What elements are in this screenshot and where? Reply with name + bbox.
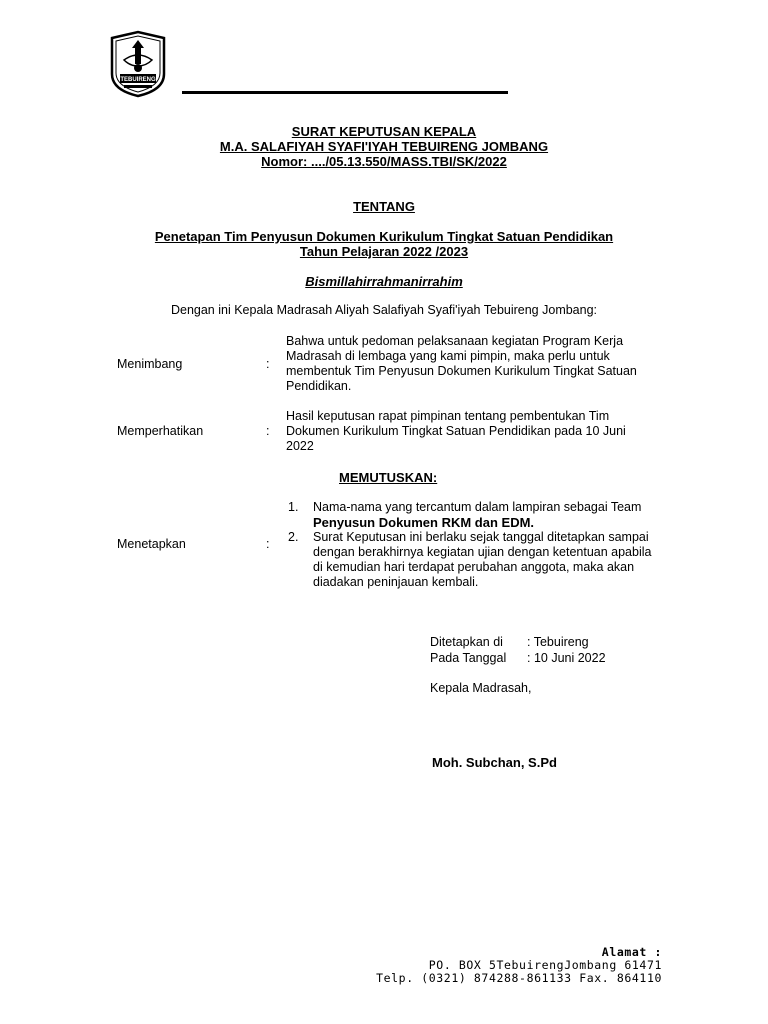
decision-text-bold: Penyusun Dokumen RKM dan EDM.: [313, 515, 535, 530]
header-rule: [182, 91, 508, 94]
menimbang-line: Bahwa untuk pedoman pelaksanaan kegiatan Program Kerja: [286, 334, 624, 348]
intro-text: Dengan ini Kepala Madrasah Aliyah Salafiyah Syafi'iyah Tebuireng Jombang:: [170, 303, 598, 317]
decision-text: diadakan peninjauan kembali.: [313, 575, 479, 589]
menimbang-line: Madrasah di lembaga yang kami pimpin, maka perlu untuk: [286, 349, 610, 363]
decision-number: 2.: [288, 530, 299, 544]
memperhatikan-line: 2022: [286, 439, 314, 453]
place-value: : Tebuireng: [527, 635, 589, 649]
footer-address: PO. BOX 5TebuirengJombang 61471: [428, 958, 662, 972]
menimbang-colon: :: [266, 357, 270, 371]
signatory-name: Moh. Subchan, S.Pd: [432, 755, 557, 770]
heading-school: M.A. SALAFIYAH SYAFI'IYAH TEBUIRENG JOMBANG: [219, 139, 549, 154]
footer-contact: Telp. (0321) 874288-861133 Fax. 864110: [376, 971, 662, 985]
menimbang-line: Pendidikan.: [286, 379, 352, 393]
memperhatikan-line: Hasil keputusan rapat pimpinan tentang pembentukan Tim: [286, 409, 610, 423]
memperhatikan-label: Memperhatikan: [117, 424, 204, 438]
decision-list: [288, 500, 668, 590]
memperhatikan-colon: :: [266, 424, 270, 438]
heading-title: SURAT KEPUTUSAN KEPALA: [291, 124, 477, 139]
heading-number: Nomor: ..../05.13.550/MASS.TBI/SK/2022: [261, 154, 507, 169]
decision-text: Surat Keputusan ini berlaku sejak tanggal ditetapkan sampai: [313, 530, 649, 544]
subject-line1: Penetapan Tim Penyusun Dokumen Kurikulum Tingkat Satuan Pendidikan: [154, 229, 614, 244]
memperhatikan-line: Dokumen Kurikulum Tingkat Satuan Pendidikan pada 10 Juni: [286, 424, 626, 438]
menetapkan-label: Menetapkan: [117, 537, 186, 551]
memperhatikan-text: [286, 409, 666, 454]
decision-item: [288, 530, 668, 590]
basmalah: Bismillahirrahmanirrahim: [305, 274, 463, 289]
place-label: Ditetapkan di: [430, 635, 503, 649]
menimbang-text: [286, 334, 666, 394]
decision-item: [288, 500, 668, 530]
decision-text: dengan berakhirnya kegiatan ujian dengan ketentuan apabila: [313, 545, 652, 559]
date-label: Pada Tanggal: [430, 651, 507, 665]
tentang-heading: TENTANG: [353, 199, 415, 214]
footer-title: Alamat :: [601, 945, 662, 959]
menimbang-label: Menimbang: [117, 357, 183, 371]
memutuskan-heading: MEMUTUSKAN:: [339, 470, 438, 485]
school-logo: [106, 30, 170, 98]
date-value: : 10 Juni 2022: [527, 651, 606, 665]
decision-text: Nama-nama yang tercantum dalam lampiran sebagai Team: [313, 500, 642, 514]
menimbang-line: membentuk Tim Penyusun Dokumen Kurikulum Tingkat Satuan: [286, 364, 637, 378]
decision-number: 1.: [288, 500, 299, 514]
subject-line2: Tahun Pelajaran 2022 /2023: [299, 244, 469, 259]
decision-text: di kemudian hari terdapat perubahan anggota, maka akan: [313, 560, 635, 574]
menetapkan-colon: :: [266, 537, 270, 551]
logo-text: TEBUIRENG: [120, 77, 156, 83]
signatory-position: Kepala Madrasah,: [430, 681, 532, 695]
